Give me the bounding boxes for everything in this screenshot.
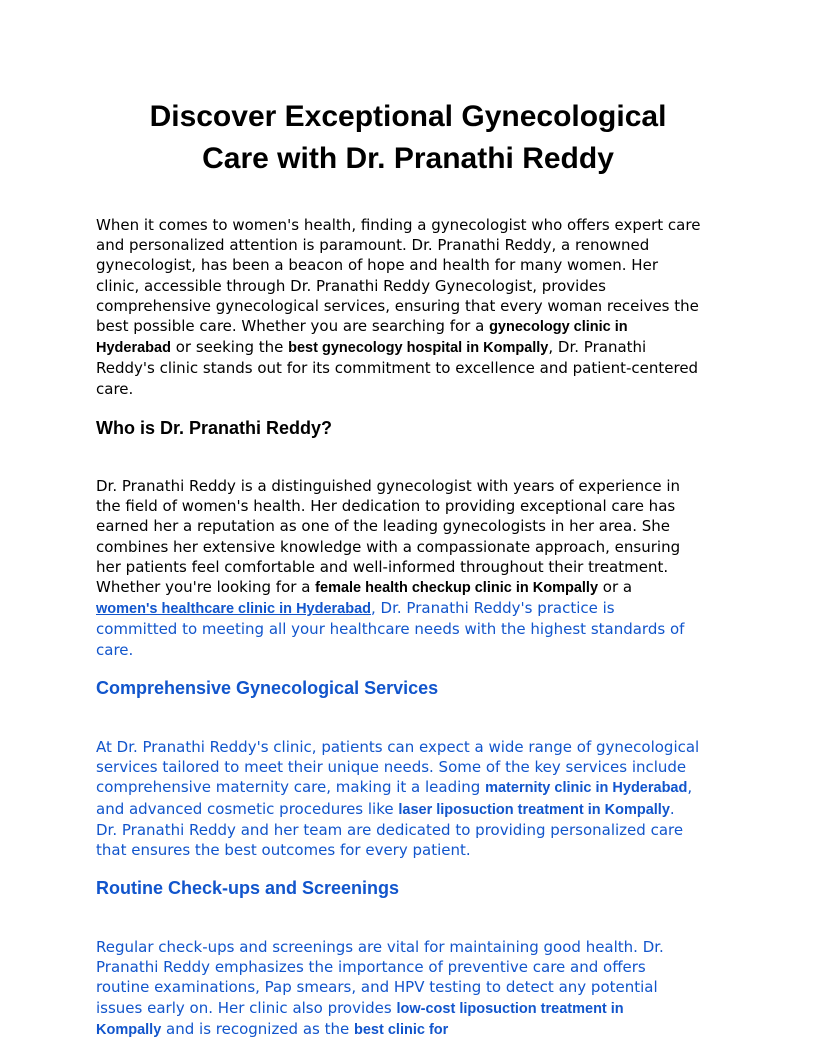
text-line: When it comes to women's health, finding a gynecologist who offers expert care	[96, 216, 701, 234]
text-line: her patients feel comfortable and well-informed throughout their treatment.	[96, 557, 669, 576]
keyword-hyderabad: Hyderabad	[96, 340, 171, 357]
keyword-gynecology-clinic: gynecology clinic in	[489, 319, 628, 336]
text-line: Regular check-ups and screenings are vital for maintaining good health. Dr.	[96, 938, 664, 956]
text-line: care.	[96, 640, 134, 659]
text-run: , Dr. Pranathi Reddy's practice is	[371, 599, 615, 618]
text-line: that ensures the best outcomes for every patient.	[96, 841, 471, 860]
keyword-best-clinic: best clinic for	[354, 1021, 449, 1038]
text-line: services tailored to meet their unique needs. Some of the key services include	[96, 758, 687, 777]
text-line	[96, 998, 664, 1019]
section-heading-who-is: Who is Dr. Pranathi Reddy?	[96, 418, 333, 438]
text-line: routine examinations, Pap smears, and HPV testing to detect any potential	[96, 978, 658, 997]
text-line: earned her a reputation as one of the leading gynecologists in her area. She	[96, 517, 671, 536]
page-title-line-1: Discover Exceptional Gynecological	[149, 100, 667, 133]
text-run: best possible care. Whether you are searching for a	[96, 317, 490, 336]
keyword-best-gynecology-hospital: best gynecology hospital in Kompally	[288, 340, 549, 357]
text-line	[96, 316, 700, 337]
text-line	[96, 577, 684, 598]
text-line: Reddy's clinic stands out for its commitment to excellence and patient-centered	[96, 359, 699, 378]
text-run: Whether you're looking for a	[96, 578, 316, 597]
text-line	[96, 799, 699, 820]
text-run: , Dr. Pranathi	[548, 338, 647, 357]
keyword-maternity-clinic: maternity clinic in Hyderabad	[485, 780, 688, 797]
text-run: and is recognized as the	[161, 1019, 355, 1038]
checkups-paragraph	[96, 937, 664, 1040]
text-run: or seeking the	[170, 338, 289, 357]
text-line: and personalized attention is paramount. Dr. Pranathi Reddy, a renowned	[96, 236, 650, 255]
text-line: combines her extensive knowledge with a compassionate approach, ensuring	[96, 537, 681, 556]
text-line	[96, 598, 684, 619]
text-run: issues early on. Her clinic also provides	[96, 998, 397, 1017]
keyword-low-cost-liposuction: low-cost liposuction treatment in	[396, 1000, 624, 1017]
text-line: care.	[96, 379, 134, 398]
text-line	[96, 777, 699, 798]
keyword-kompally: Kompally	[96, 1021, 162, 1038]
text-run: .	[669, 799, 675, 818]
text-run: and advanced cosmetic procedures like	[96, 799, 399, 818]
page-title	[96, 96, 720, 180]
text-line: Dr. Pranathi Reddy and her team are dedicated to providing personalized care	[96, 820, 684, 839]
text-line: gynecologist, has been a beacon of hope and health for many women. Her	[96, 256, 658, 275]
section-heading-services: Comprehensive Gynecological Services	[96, 678, 439, 698]
text-run: comprehensive maternity care, making it a leading	[96, 778, 486, 797]
keyword-laser-liposuction: laser liposuction treatment in Kompally	[398, 801, 670, 818]
about-paragraph	[96, 476, 684, 660]
text-line: comprehensive gynecological services, ensuring that every woman receives the	[96, 296, 699, 315]
text-line: committed to meeting all your healthcare needs with the highest standards of	[96, 620, 685, 639]
text-line	[96, 337, 700, 358]
text-line: Dr. Pranathi Reddy is a distinguished gynecologist with years of experience in	[96, 477, 681, 495]
text-line: the field of women's health. Her dedication to providing exceptional care has	[96, 497, 676, 516]
keyword-female-health-checkup: female health checkup clinic in Kompally	[315, 580, 599, 597]
page-title-line-2: Care with Dr. Pranathi Reddy	[202, 142, 614, 175]
text-line: At Dr. Pranathi Reddy's clinic, patients can expect a wide range of gynecological	[96, 738, 700, 756]
text-line	[96, 1019, 664, 1040]
services-paragraph	[96, 737, 699, 860]
text-run: or a	[598, 578, 633, 597]
text-line: clinic, accessible through Dr. Pranathi Reddy Gynecologist, provides	[96, 276, 606, 295]
intro-paragraph	[96, 215, 700, 399]
text-run: ,	[687, 778, 693, 797]
womens-healthcare-clinic-link[interactable]: women's healthcare clinic in Hyderabad	[96, 601, 372, 618]
text-line: Pranathi Reddy emphasizes the importance of preventive care and offers	[96, 958, 646, 977]
section-heading-checkups: Routine Check-ups and Screenings	[96, 878, 400, 898]
